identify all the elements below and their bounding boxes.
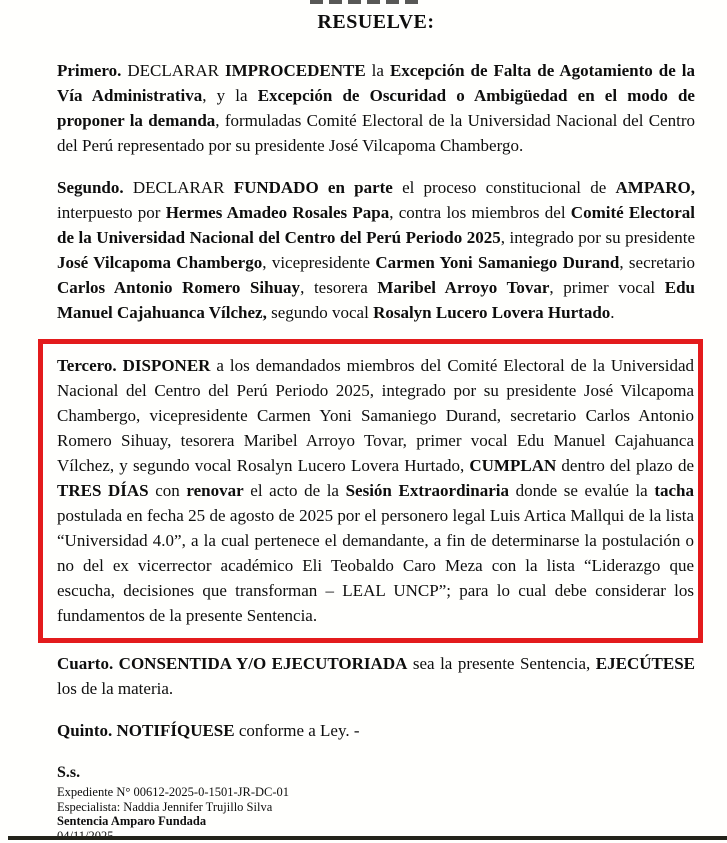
bottom-rule [8,836,727,840]
clipped-line-artifact [310,0,422,4]
sentence-subject: Sentencia Amparo Fundada [57,814,695,829]
title-spacer [57,37,695,58]
document-content [57,0,695,843]
specialist-line: Especialista: Naddia Jennifer Trujillo Silva [57,800,695,815]
paragraph-segundo: Segundo. DECLARAR FUNDADO en parte el proceso constitucional de AMPARO, interpuesto por Hermes Amadeo Rosales Papa, contra los miembros del Comité Electoral de la Universidad Nacional del Centro del Perú Periodo 2025, integrado por su presidente José Vilcapoma Chambergo, vicepresidente Carmen Yoni Samaniego Durand, secretario Carlos Antonio Romero Sihuay, tesorera Maribel Arroyo Tovar, primer vocal Edu Manuel Cajahuanca Vílchez, segundo vocal Rosalyn Lucero Lovera Hurtado. [57,175,695,325]
paragraph-primero: Primero. DECLARAR IMPROCEDENTE la Excepción de Falta de Agotamiento de la Vía Administrativa, y la Excepción de Oscuridad o Ambigüedad en el modo de proponer la demanda, formuladas Comité Electoral de la Universidad Nacional del Centro del Perú representado por su presidente José Vilcapoma Chambergo. [57,58,695,158]
paragraph-cuarto: Cuarto. CONSENTIDA Y/O EJECUTORIADA sea la presente Sentencia, EJECÚTESE los de la materia. [57,651,695,701]
highlight-box [38,339,703,643]
paragraph-tercero: Tercero. DISPONER a los demandados miembros del Comité Electoral de la Universidad Nacional del Centro del Perú Periodo 2025, integrado por su presidente José Vilcapoma Chambergo, vicepresidente Carmen Yoni Samaniego Durand, secretario Carlos Antonio Romero Sihuay, tesorera Maribel Arroyo Tovar, primer vocal Edu Manuel Cajahuanca Vílchez, y segundo vocal Rosalyn Lucero Lovera Hurtado, CUMPLAN dentro del plazo de TRES DÍAS con renovar el acto de la Sesión Extraordinaria donde se evalúe la tacha postulada en fecha 25 de agosto de 2025 por el personero legal Luis Artica Mallqui de la lista “Universidad 4.0”, a la cual pertenece el demandante, a fin de determinarse la postulación o no del ex vicerrector académico Eli Teobaldo Caro Meza con la lista “Liderazgo que escucha, decisiones que transforman – LEAL UNCP”; para lo cual debe considerar los fundamentos de la presente Sentencia. [57,353,694,628]
signature-line: S.s. [57,764,695,782]
document-title: RESUELVE: [57,0,695,37]
case-number: Expediente N° 00612-2025-0-1501-JR-DC-01 [57,785,695,800]
document-footer [57,764,695,843]
paragraph-quinto: Quinto. NOTIFÍQUESE conforme a Ley. - [57,718,695,743]
